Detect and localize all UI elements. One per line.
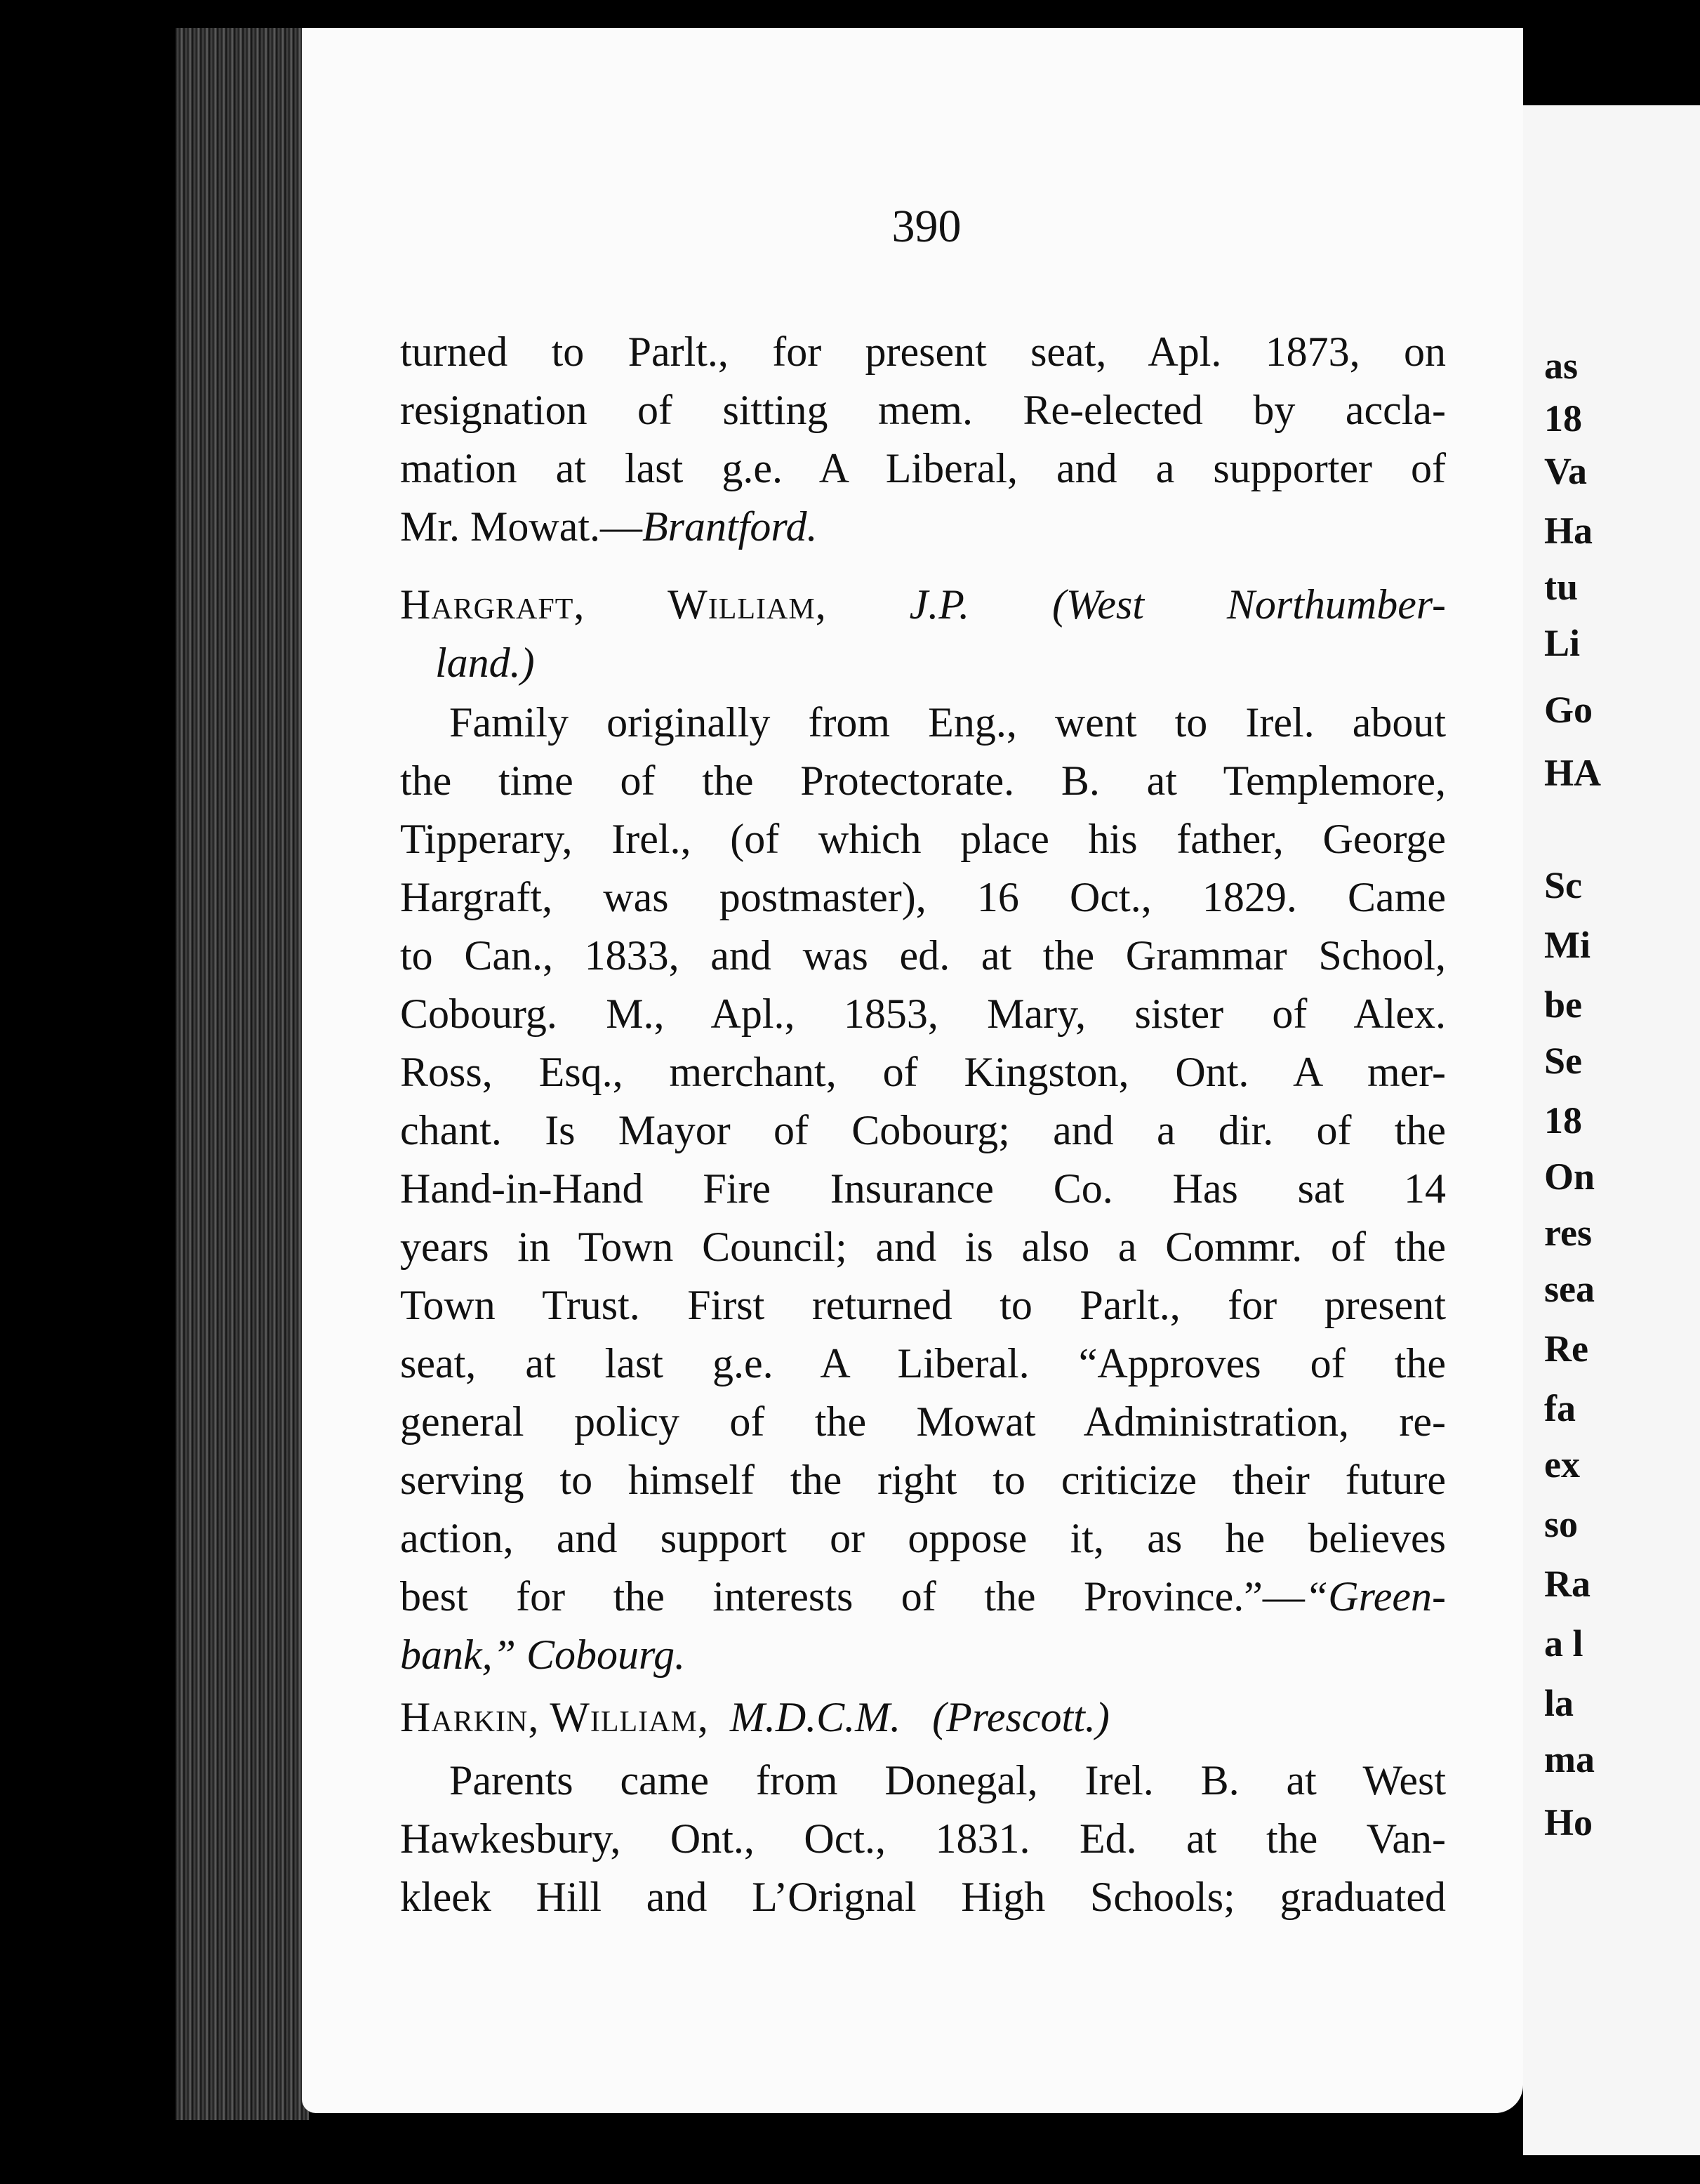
facing-page-fragment: Se — [1544, 1040, 1582, 1082]
facing-page-fragment: 18 — [1544, 1099, 1582, 1141]
text-line: Town Trust. First returned to Parlt., for present — [400, 1282, 1446, 1328]
facing-page-fragment: Ha — [1544, 510, 1593, 552]
facing-page-fragment: tu — [1544, 566, 1579, 608]
entry-hargraft — [400, 576, 1446, 692]
text-line: best for the interests of the Province.”—“Green- — [400, 1573, 1446, 1620]
facing-page-fragment: la — [1544, 1682, 1574, 1724]
facing-page-fragment: HA — [1544, 752, 1601, 794]
text-line: Cobourg. M., Apl., 1853, Mary, sister of Alex. — [400, 991, 1446, 1037]
hargraft-paragraph — [400, 694, 1446, 1684]
page-number: 390 — [891, 201, 962, 252]
text-line: Family originally from Eng., went to Irel. about — [449, 699, 1446, 746]
facing-page-fragment: so — [1544, 1503, 1579, 1545]
facing-page-fragment: a l — [1544, 1622, 1583, 1665]
entry-heading-cont: land.) — [435, 640, 535, 686]
harkin-paragraph — [400, 1752, 1446, 1926]
text-line: bank,” Cobourg. — [400, 1632, 686, 1678]
facing-page-fragment: fa — [1544, 1387, 1576, 1429]
facing-page-fragment: res — [1544, 1212, 1592, 1254]
entry-name: Hargraft, William, — [400, 581, 827, 628]
top-paragraph — [400, 323, 1446, 556]
text-line: Hargraft, was postmaster), 16 Oct., 1829. Came — [400, 874, 1446, 920]
facing-page-fragment: 18 — [1544, 397, 1582, 439]
entry-heading — [400, 576, 1446, 634]
entry-harkin — [400, 1688, 1446, 1747]
text-line: Mr. Mowat.—Brantford. — [400, 503, 818, 550]
place-name: “Green- — [1304, 1573, 1446, 1620]
text-line: resignation of sitting mem. Re-elected by accla- — [400, 387, 1446, 433]
facing-page-fragment: Ra — [1544, 1563, 1591, 1605]
facing-page-fragment: Go — [1544, 689, 1593, 731]
text-line: chant. Is Mayor of Cobourg; and a dir. of the — [400, 1107, 1446, 1153]
facing-page-fragment: Re — [1544, 1328, 1588, 1370]
facing-page-fragment: On — [1544, 1156, 1595, 1198]
facing-page-fragment: as — [1544, 345, 1579, 387]
text-line: Ross, Esq., merchant, of Kingston, Ont. A mer- — [400, 1049, 1446, 1095]
entry-title: J.P. — [909, 581, 970, 628]
facing-page-fragment: Ho — [1544, 1801, 1593, 1844]
text-line: Hawkesbury, Ont., Oct., 1831. Ed. at the Van- — [400, 1815, 1446, 1862]
facing-page-fragment: Va — [1544, 450, 1588, 492]
text-line: turned to Parlt., for present seat, Apl. 1873, on — [400, 329, 1446, 375]
text-line: serving to himself the right to criticize their future — [400, 1457, 1446, 1503]
entry-heading — [400, 1688, 1446, 1747]
entry-riding: (Prescott.) — [932, 1694, 1110, 1740]
entry-name: Harkin, William, — [400, 1694, 709, 1740]
text-line: Tipperary, Irel., (of which place his father, George — [400, 816, 1446, 862]
text-line: the time of the Protectorate. B. at Templemore, — [400, 757, 1446, 804]
text-line: mation at last g.e. A Liberal, and a supporter of — [400, 445, 1446, 491]
entry-riding: (West Northumber- — [1051, 581, 1447, 628]
text-line: to Can., 1833, and was ed. at the Grammar School, — [400, 932, 1446, 979]
place-name: Brantford. — [642, 503, 818, 550]
page-edge-shadow — [175, 28, 309, 2120]
text-line: general policy of the Mowat Administration, re- — [400, 1398, 1446, 1445]
facing-page-fragment: ex — [1544, 1443, 1580, 1485]
facing-page-fragment: Mi — [1544, 924, 1591, 966]
text-line: Parents came from Donegal, Irel. B. at West — [449, 1757, 1446, 1804]
facing-page-fragment: be — [1544, 984, 1582, 1026]
text-line: seat, at last g.e. A Liberal. “Approves of the — [400, 1340, 1446, 1386]
entry-title: M.D.C.M. — [729, 1694, 901, 1740]
facing-page-fragment: ma — [1544, 1738, 1595, 1780]
facing-page-fragment: sea — [1544, 1268, 1595, 1310]
text-line: Hand-in-Hand Fire Insurance Co. Has sat 14 — [400, 1165, 1446, 1212]
text-line: action, and support or oppose it, as he believes — [400, 1515, 1446, 1561]
facing-page-fragment: Li — [1544, 622, 1581, 664]
facing-page-fragment: Sc — [1544, 864, 1582, 906]
text-line: kleek Hill and L’Orignal High Schools; graduated — [400, 1874, 1446, 1920]
text-line: years in Town Council; and is also a Commr. of the — [400, 1224, 1446, 1270]
